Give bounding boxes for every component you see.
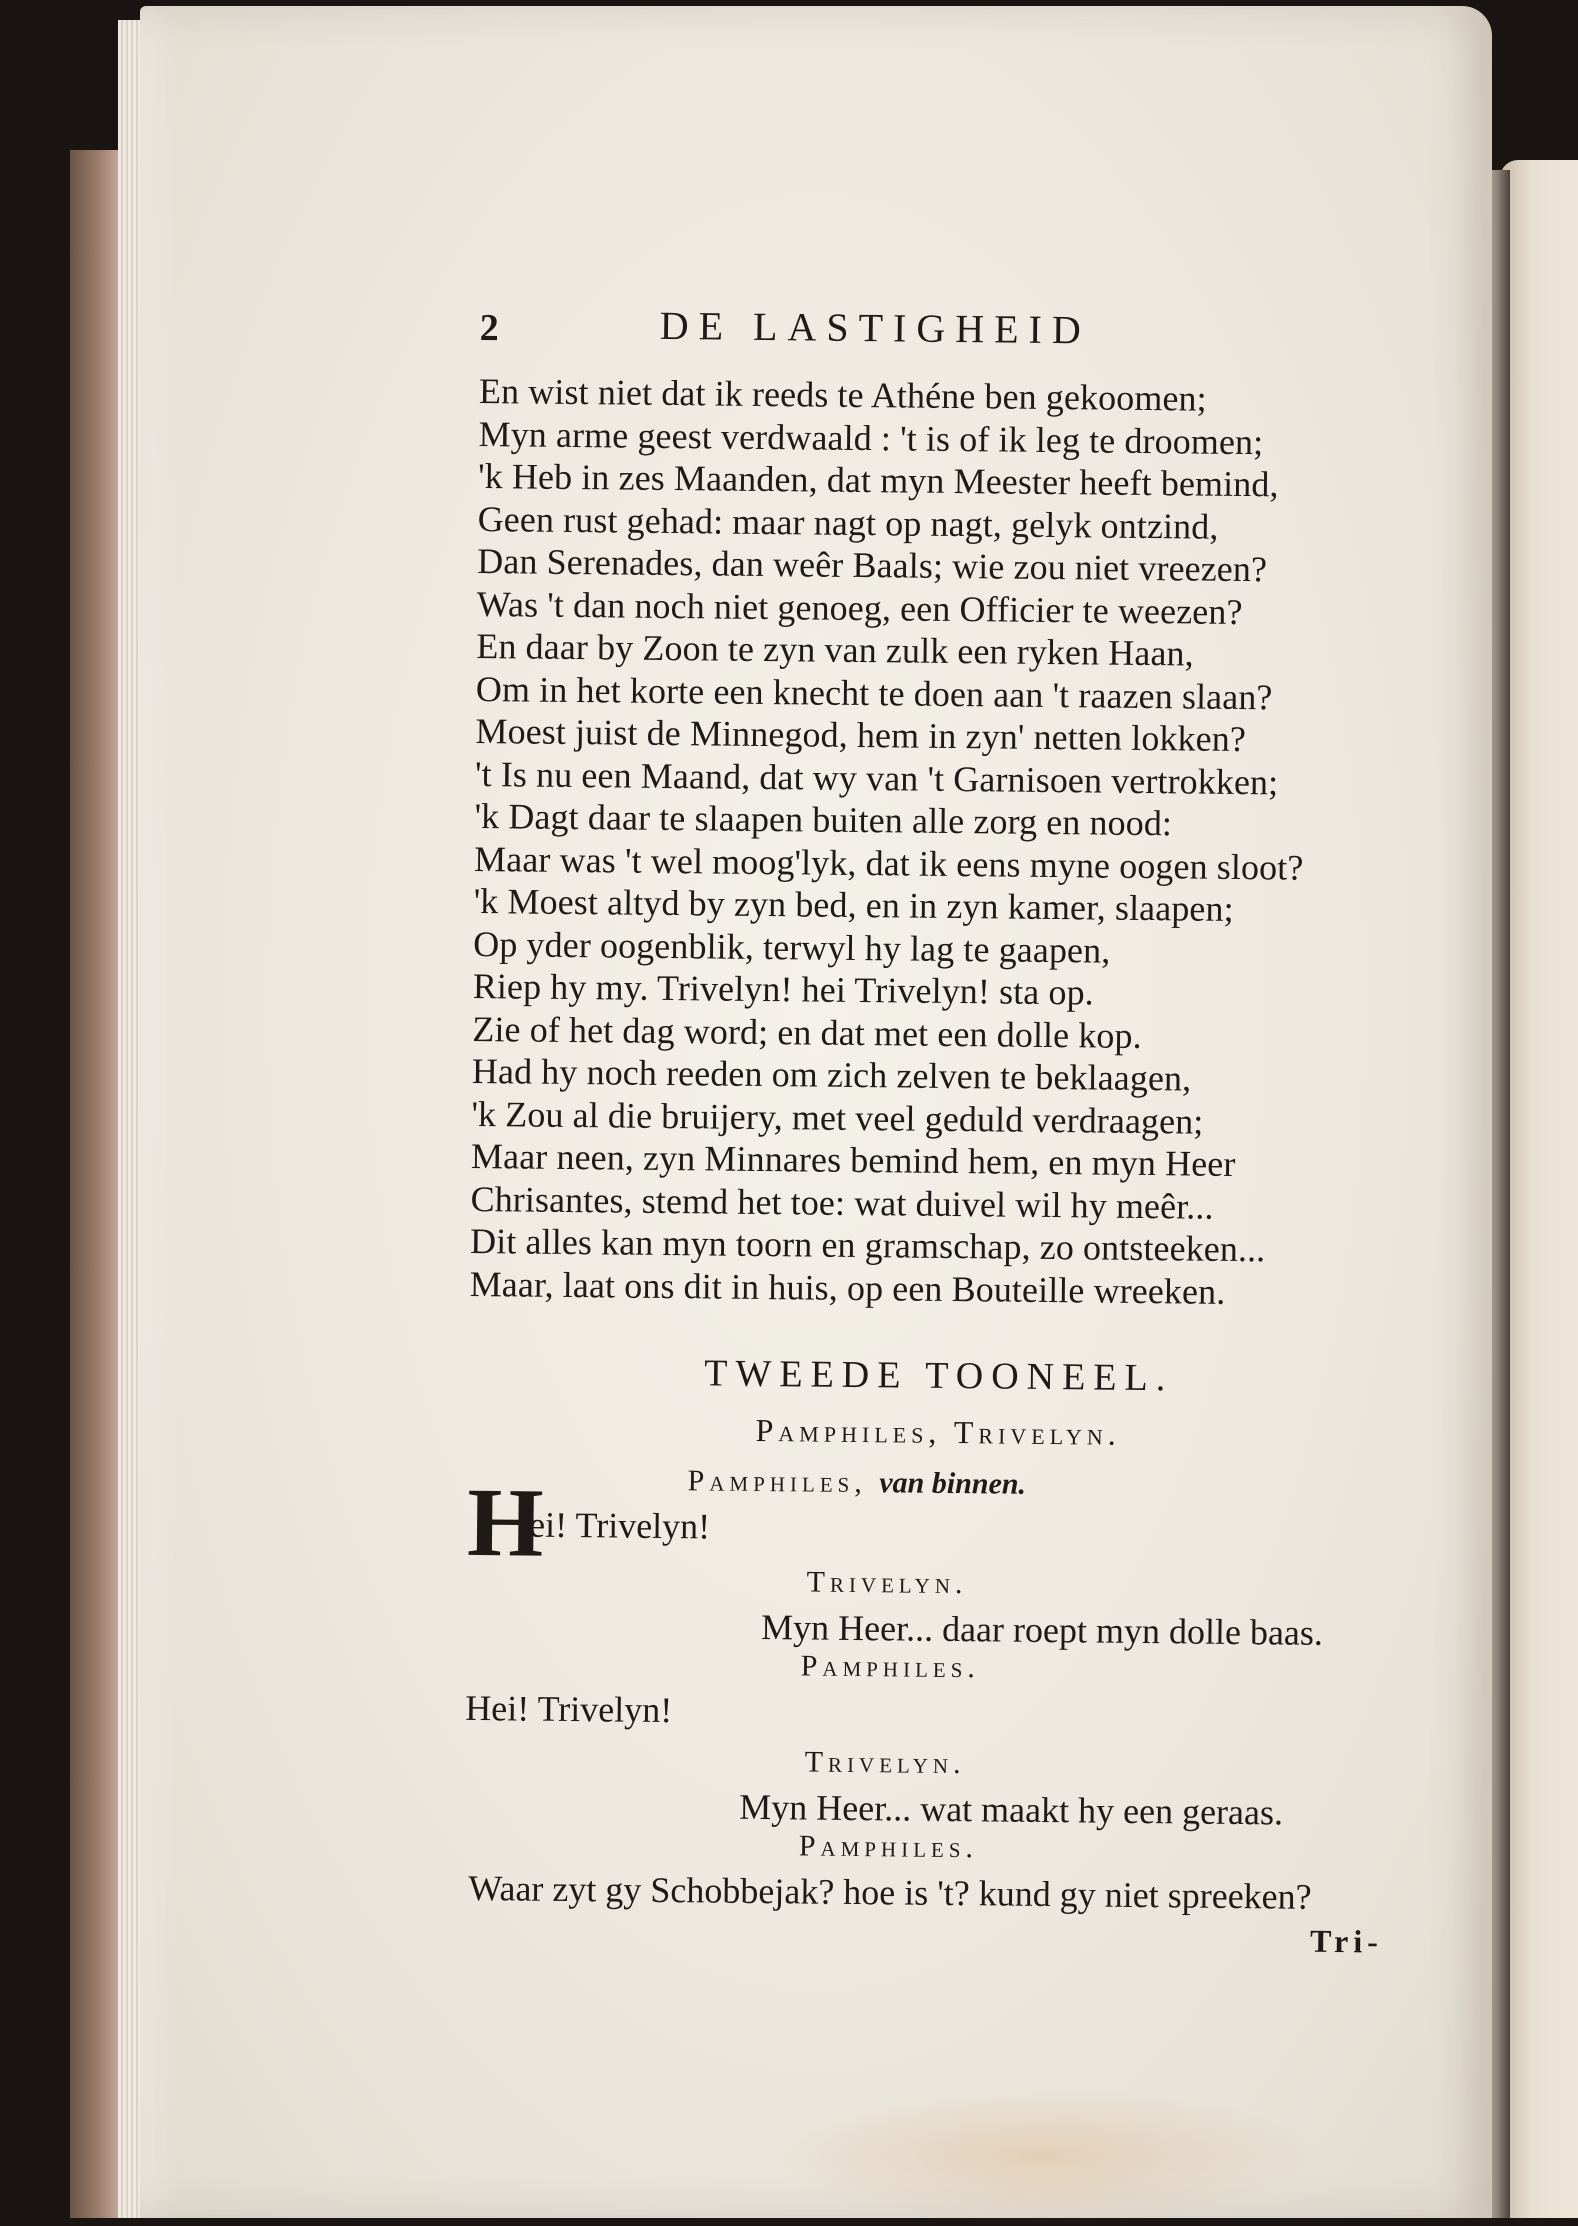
verse-line: Dit alles kan myn toorn en gramschap, zo ontsteeken... xyxy=(469,1220,1266,1270)
verse-line: 't Is nu een Maand, dat wy van 't Garnisoen vertrokken; xyxy=(474,753,1279,802)
catchword: Tri- xyxy=(1309,1922,1384,1960)
speech-text: Myn Heer... wat maakt hy een geraas. xyxy=(739,1786,1284,1833)
speech-text: Waar zyt gy Schobbejak? hoe is 't? kund gy niet spreeken? xyxy=(468,1867,1312,1917)
page-number: 2 xyxy=(479,306,499,350)
dialogue-entry xyxy=(463,1826,1404,1920)
verse-block xyxy=(469,370,1419,1315)
speaker-name: Trivelyn. xyxy=(806,1565,968,1601)
drop-cap: H xyxy=(466,1468,544,1578)
verse-line: Riep hy my. Trivelyn! hei Trivelyn! sta op. xyxy=(472,965,1094,1013)
verse-line: Maar, laat ons dit in huis, op een Bouteille wreeken. xyxy=(469,1263,1226,1312)
speech-text: Hei! Trivelyn! xyxy=(465,1687,673,1731)
dialogue-entry xyxy=(466,1562,1407,1656)
speaker-name: Trivelyn. xyxy=(804,1745,966,1781)
printed-text-block xyxy=(463,300,1420,1961)
verse-line: Dan Serenades, dan weêr Baals; wie zou niet vreezen? xyxy=(477,540,1268,590)
stage-direction: van binnen. xyxy=(879,1466,1027,1501)
speech-text: Myn Heer... daar roept myn dolle baas. xyxy=(760,1607,1324,1653)
dialogue-entry xyxy=(465,1646,1406,1740)
verse-line: En wist niet dat ik reeds te Athéne ben gekoomen; xyxy=(478,370,1207,419)
verse-line: Was 't dan noch niet genoeg, een Officier te weezen? xyxy=(476,583,1243,632)
verse-line: Geen rust gehad: maar nagt op nagt, gelyk ontzind, xyxy=(477,498,1219,547)
verse-line: 'k Heb in zes Maanden, dat myn Meester heeft bemind, xyxy=(477,455,1279,505)
verse-line: Maar was 't wel moog'lyk, dat ik eens myne oogen sloot? xyxy=(473,838,1304,888)
paper-stain xyxy=(760,2086,1320,2226)
verse-line: 'k Dagt daar te slaapen buiten alle zorg en nood: xyxy=(474,795,1173,844)
speaker-name: Pamphiles. xyxy=(800,1649,981,1685)
verse-line: Had hy noch reeden om zich zelven te beklaagen, xyxy=(471,1050,1192,1099)
verse-line: Myn arme geest verdwaald : 't is of ik leg te droomen; xyxy=(478,413,1264,462)
cast-list: Pamphiles, Trivelyn. xyxy=(755,1411,1121,1452)
scene-heading: TWEEDE TOONEEL. xyxy=(704,1352,1174,1400)
running-title: DE LASTIGHEID xyxy=(659,302,1092,353)
verse-line: Zie of het dag word; en dat met een dolle kop. xyxy=(472,1008,1142,1056)
verse-line: 'k Moest altyd by zyn bed, en in zyn kamer, slaapen; xyxy=(473,880,1234,929)
verse-line: Moest juist de Minnegod, hem in zyn' netten lokken? xyxy=(475,710,1247,760)
speaker-name: Pamphiles. xyxy=(798,1829,979,1865)
verse-line: Chrisantes, stemd het toe: wat duivel wil hy meêr... xyxy=(470,1178,1214,1227)
verse-line: Om in het korte een knecht te doen aan 't raazen slaan? xyxy=(475,668,1273,717)
speaker-label: Pamphiles, xyxy=(687,1464,868,1500)
verse-line: Op yder oogenblik, terwyl hy lag te gaapen, xyxy=(473,923,1111,971)
dialogue-block xyxy=(463,1462,1408,1920)
facing-page-edge xyxy=(1500,160,1578,2218)
dialogue-entry xyxy=(466,1462,1408,1578)
verse-line: En daar by Zoon te zyn van zulk een ryken Haan, xyxy=(476,625,1194,674)
dialogue-entry xyxy=(464,1742,1405,1836)
speech-text: ei! Trivelyn! xyxy=(528,1504,711,1547)
page-header xyxy=(479,300,1420,380)
verse-line: Maar neen, zyn Minnares bemind hem, en myn Heer xyxy=(470,1135,1236,1184)
verse-line: 'k Zou al die bruijery, met veel geduld verdraagen; xyxy=(471,1093,1204,1142)
